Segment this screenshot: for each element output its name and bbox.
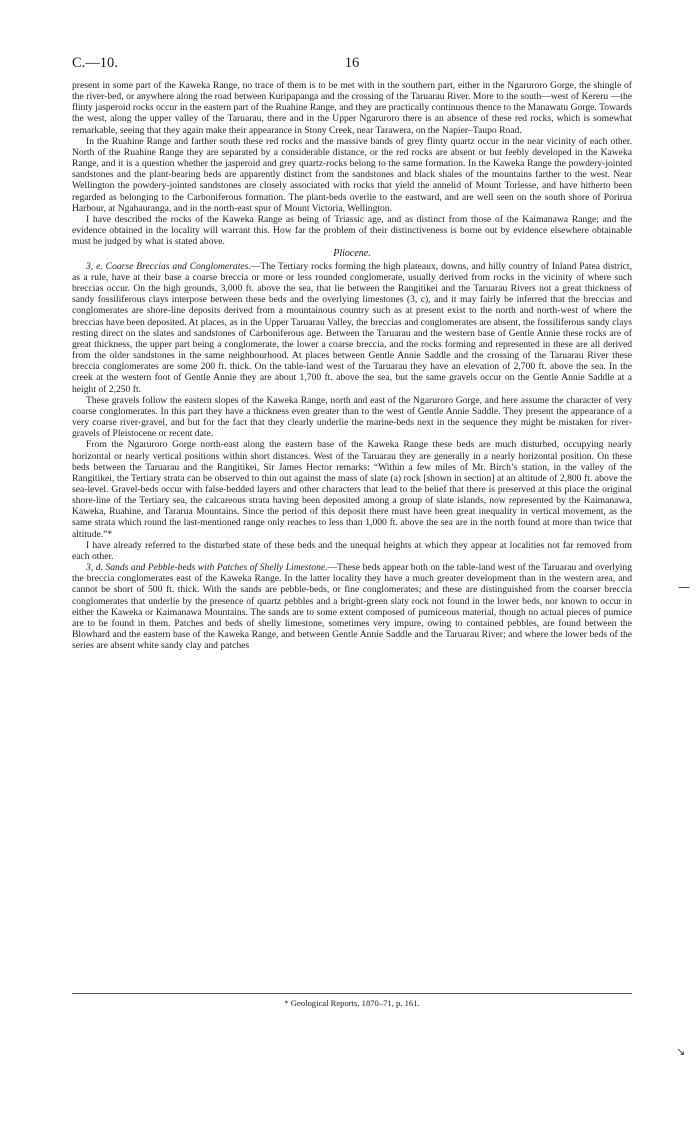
margin-dash-mark-icon: — <box>678 580 690 594</box>
paragraph: From the Ngaruroro Gorge north-east along the eastern base of the Kaweka Range these beds are much disturbed, occupying nearly horizontal or nearly vertical positions within short distances. West of the Taruarau they are generally in a nearly horizontal position. On these beds between the Taruarau and the Rangitikei, Sir James Hector remarks: “Within a few miles of Mr. Birch’s station, in the valley of the Rangitikei, the Tertiary strata can be observed to thin out against the mass of slate (a) rock [shown in section] at an altitude of 2,800 ft. above the sea-level. Gravel-beds occur with false-bedded layers and other characters that lead to the belief that there is preserved at this place the original shore-line of the Tertiary sea, the calcareous strata having been deposited among a group of slate islands, now represented by the Kaimanawa, Kaweka, Ruahine, and Tararua Mountains. Since the period of this deposit there must have been great inequality in vertical movement, as the same strata which round the last-mentioned range only reaches to less than 1,000 ft. above the sea are in the north found at more than twice that altitude.”* <box>72 439 632 540</box>
paragraph-sands-pebble-beds <box>72 562 632 651</box>
paragraph: I have already referred to the disturbed state of these beds and the unequal heights at which they appear at localities not far removed from each other. <box>72 539 632 562</box>
body-text <box>72 80 632 651</box>
subsection-label: 3, e. Coarse Breccias and Conglomerates. <box>86 260 251 272</box>
page-number: 16 <box>344 55 360 71</box>
subsection-text: —These beds appear both on the table-land west of the Taruarau and overlying the breccia conglomerates east of the Kaweka Range. In the latter locality they have a much greater development than in the western area, and cannot be short of 500 ft. thick. With the sands are pebble-beds, or fine conglomerates; and these are distinguished from the coarser breccia conglomerates that underlie by the presence of quartz pebbles and a bright-green slaty rock not found in the lower beds, nor known to occur in either the Kaweka or Kaimanawa Mountains. The sands are to some extent composed of pumiceous material, though no actual pieces of pumice are to be found in them. Patches and beds of shelly limestone, sometimes very impure, owing to contained pebbles, are found between the Blowhard and the eastern base of the Kaweka Range, and between Gentle Annie Saddle and the Taruarau River; and where the lower beds of the series are absent white sandy clay and patches <box>72 562 632 652</box>
document-reference: C.—10. <box>72 55 118 71</box>
paragraph: In the Ruahine Range and farther south these red rocks and the massive bands of grey flinty quartz occur in the near vicinity of each other. North of the Ruahine Range they are separated by a considerable distance, or the red rocks are absent or but feebly developed in the Kaweka Range, and it is a question whether the jasperoid and grey quartz-rocks belong to the same formation. In the Kaweka Range the powdery-jointed sandstones and the plant-bearing beds are apparently distinct from the sandstones and black shales of the mountains farther to the west. Near Wellington the powdery-jointed sandstones are closely associated with rocks that yield the annelid of Mount Torlesse, and have hitherto been regarded as belonging to the Carboniferous formation. The plant-beds overlie to the eastward, and are well seen on the south shore of Porirua Harbour, at Ngahauranga, and in the north-east spur of Mount Victoria, Wellington. <box>72 135 632 214</box>
page-header <box>72 55 632 75</box>
subsection-label: 3, d. Sands and Pebble-beds with Patches of Shelly Limestone. <box>86 562 328 574</box>
footnote-divider <box>72 993 632 994</box>
subsection-text: —The Tertiary rocks forming the high plateaux, downs, and hilly country of Inland Patea district, as a rule, have at their base a coarse breccia or more or less rounded conglomerate, usually derived from rocks in the vicinity of where such breccias occur. On the high grounds, 3,000 ft. above the sea, that lie between the Rangitikei and the Taruarau Rivers not a great thickness of sandy fossiliferous clays interpose between these beds and the overlying limestones (3, c), and it may fairly be inferred that the breccias and conglomerates are shore-line deposits derived from a mountainous country such as at present exist to the north and north-west of where the breccias have been deposited. At places, as in the Upper Taruarau Valley, the breccias and conglomerates are absent, the fossiliferous sandy clays resting direct on the slates and sandstones of Carboniferous age. Between the Taruarau and the western base of Gentle Annie these rocks are of great thickness, the upper part being a conglomerate, the lower a coarse breccia, and the rocks forming and represented in these are all derived from the older sandstones in the same neighbourhood. At places between Gentle Annie Saddle and the crossing of the Taruarau River these breccia conglomerates are some 200 ft. thick. On the table-land west of the Taruarau they have an elevation of 2,700 ft. above the sea. In the creek at the western foot of Gentle Annie they are about 1,700 ft. above the sea, but the same gravels occur on the Gentle Annie Saddle at a height of 2,250 ft. <box>72 260 632 395</box>
footnote: * Geological Reports, 1870–71, p. 161. <box>284 998 420 1008</box>
section-heading: Pliocene. <box>333 248 371 260</box>
paragraph: present in some part of the Kaweka Range, no trace of them is to be met with in the southern part, either in the Ngaruroro Gorge, the shingle of the river-bed, or anywhere along the road between Kuripapanga and the crossing of the Taruarau River. More to the south—west of Kereru —the flinty jasperoid rocks occur in the eastern part of the Ruahine Range, and they are practically continuous thence to the Manawatu Gorge. Towards the west, along the upper valley of the Taruarau, there and in the Upper Ngaruroro there is an absence of these red rocks, which is somewhat remarkable, seeing that they again make their appearance in Stony Creek, near Tarawera, on the Napier–Taupo Road. <box>72 80 632 136</box>
paragraph-coarse-breccias <box>72 261 632 395</box>
paragraph: I have described the rocks of the Kaweka Range as being of Triassic age, and as distinct from those of the Kaimanawa Range; and the evidence obtained in the locality will warrant this. How far the problem of their distinctiveness is borne out by evidence elsewhere obtainable must be judged by what is stated above. <box>72 213 632 248</box>
margin-arrow-mark-icon: ↘ <box>676 1045 686 1058</box>
paragraph: These gravels follow the eastern slopes of the Kaweka Range, north and east of the Ngaruroro Gorge, and here assume the character of very coarse conglomerates. In this part they have a thickness even greater than to the west of Gentle Annie Saddle. They present the appearance of a very coarse river-gravel, and but for the fact that they clearly underlie the marine-beds next in the sequence they might be mistaken for river-gravels of Pleistocene or recent date. <box>72 394 632 440</box>
